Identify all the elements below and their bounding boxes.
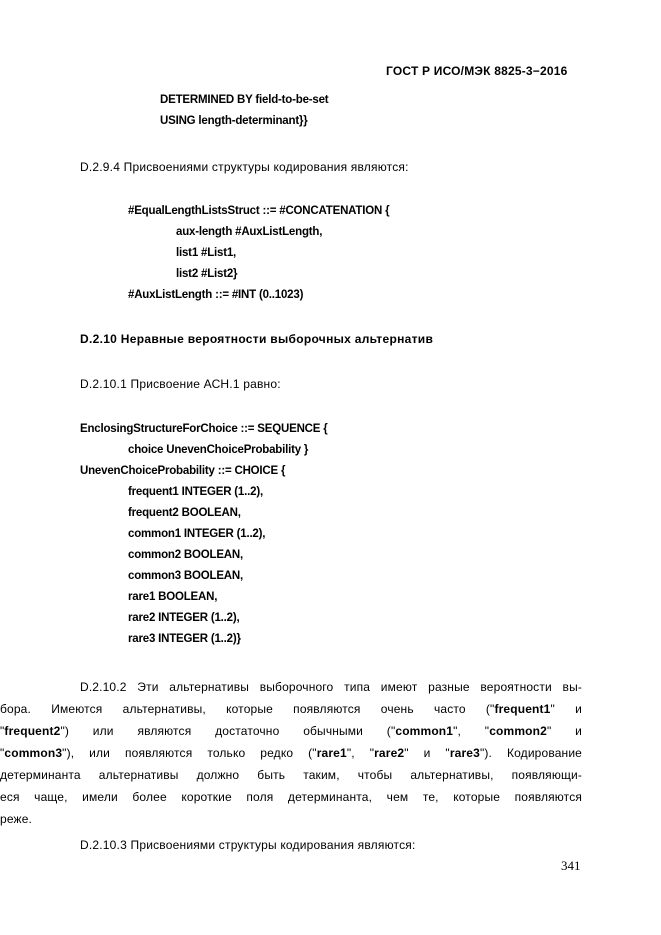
code-line: rare1 BOOLEAN,	[128, 591, 218, 603]
paragraph-d2103: D.2.10.3 Присвоениями структуры кодирования являются:	[80, 838, 416, 852]
code-line: USING length-determinant}}	[160, 115, 308, 127]
paragraph-line: "common3"), или появляются только редко ("rare1", "rare2" и "rare3"). Кодирование	[0, 746, 582, 760]
code-line: rare2 INTEGER (1..2),	[128, 612, 240, 624]
code-line: common1 INTEGER (1..2),	[128, 528, 266, 540]
code-line: choice UnevenChoiceProbability }	[128, 444, 309, 456]
code-line: common2 BOOLEAN,	[128, 549, 244, 561]
code-line: frequent1 INTEGER (1..2),	[128, 486, 263, 498]
paragraph-line: реже.	[0, 812, 32, 826]
paragraph-line: детерминанта альтернативы должно быть таким, чтобы альтернативы, появляющи-	[0, 768, 582, 782]
paragraph-d294: D.2.9.4 Присвоениями структуры кодирования являются:	[80, 160, 409, 174]
section-heading: D.2.10 Неравные вероятности выборочных альтернатив	[80, 332, 434, 346]
code-line: #EqualLengthListsStruct ::= #CONCATENATION {	[128, 205, 390, 217]
code-line: rare3 INTEGER (1..2)}	[128, 633, 241, 645]
paragraph-d2101: D.2.10.1 Присвоение АСН.1 равно:	[80, 377, 281, 391]
code-line: common3 BOOLEAN,	[128, 570, 244, 582]
page-number: 341	[561, 858, 581, 873]
code-line: list2 #List2}	[176, 268, 238, 280]
paragraph-line: D.2.10.2 Эти альтернативы выборочного типа имеют разные вероятности вы-	[80, 680, 582, 694]
code-line: frequent2 BOOLEAN,	[128, 507, 241, 519]
code-line: EnclosingStructureForChoice ::= SEQUENCE {	[80, 423, 328, 435]
code-line: UnevenChoiceProbability ::= CHOICE {	[80, 465, 286, 477]
paragraph-line: "frequent2") или являются достаточно обычными ("common1", "common2" и	[0, 724, 582, 738]
document-header: ГОСТ Р ИСО/МЭК 8825-3−2016	[386, 64, 568, 78]
paragraph-line: еся чаще, имели более короткие поля детерминанта, чем те, которые появляются	[0, 790, 582, 804]
code-line: #AuxListLength ::= #INT (0..1023)	[128, 289, 304, 301]
paragraph-d2102	[0, 676, 582, 830]
code-line: list1 #List1,	[176, 247, 237, 259]
paragraph-line: бора. Имеются альтернативы, которые появляются очень часто ("frequent1" и	[0, 702, 582, 716]
code-line: aux-length #AuxListLength,	[176, 226, 323, 238]
code-line: DETERMINED BY field-to-be-set	[160, 94, 329, 106]
